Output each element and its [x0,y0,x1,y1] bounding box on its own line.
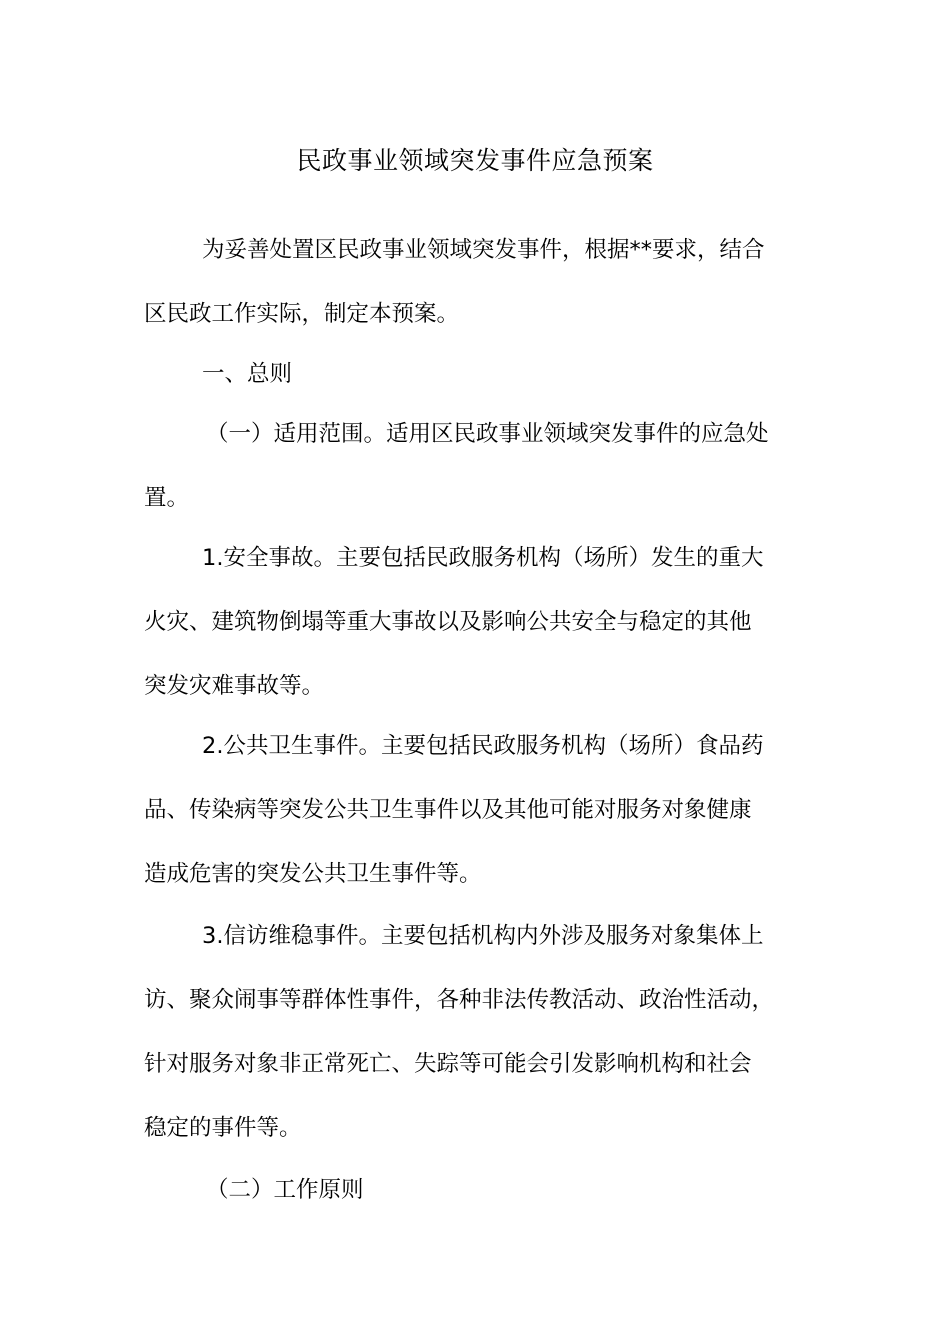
paragraph-line: 3.信访维稳事件。主要包括机构内外涉及服务对象集体上 [202,923,764,949]
paragraph-line: 突发灾难事故等。 [144,673,325,699]
paragraph-line: 2.公共卫生事件。主要包括民政服务机构（场所）食品药 [202,733,764,759]
subsection-heading: （一）适用范围。适用区民政事业领域突发事件的应急处 [206,421,769,447]
document-title: 民政事业领域突发事件应急预案 [296,146,654,175]
paragraph-line: 1.安全事故。主要包括民政服务机构（场所）发生的重大 [202,545,764,571]
paragraph-line: 稳定的事件等。 [144,1115,302,1141]
paragraph-line: 造成危害的突发公共卫生事件等。 [144,861,482,887]
subsection-heading: （二）工作原则 [206,1177,364,1203]
section-heading: 一、总则 [202,361,293,387]
paragraph-line: 为妥善处置区民政事业领域突发事件，根据**要求，结合 [202,237,765,263]
paragraph-line: 针对服务对象非正常死亡、失踪等可能会引发影响机构和社会 [144,1051,752,1077]
paragraph-line: 区民政工作实际，制定本预案。 [144,301,460,327]
paragraph-line: 火灾、建筑物倒塌等重大事故以及影响公共安全与稳定的其他 [144,609,752,635]
paragraph-line: 品、传染病等突发公共卫生事件以及其他可能对服务对象健康 [144,797,752,823]
paragraph-line: 访、聚众闹事等群体性事件，各种非法传教活动、政治性活动， [144,987,775,1013]
paragraph-line: 置。 [144,485,190,511]
